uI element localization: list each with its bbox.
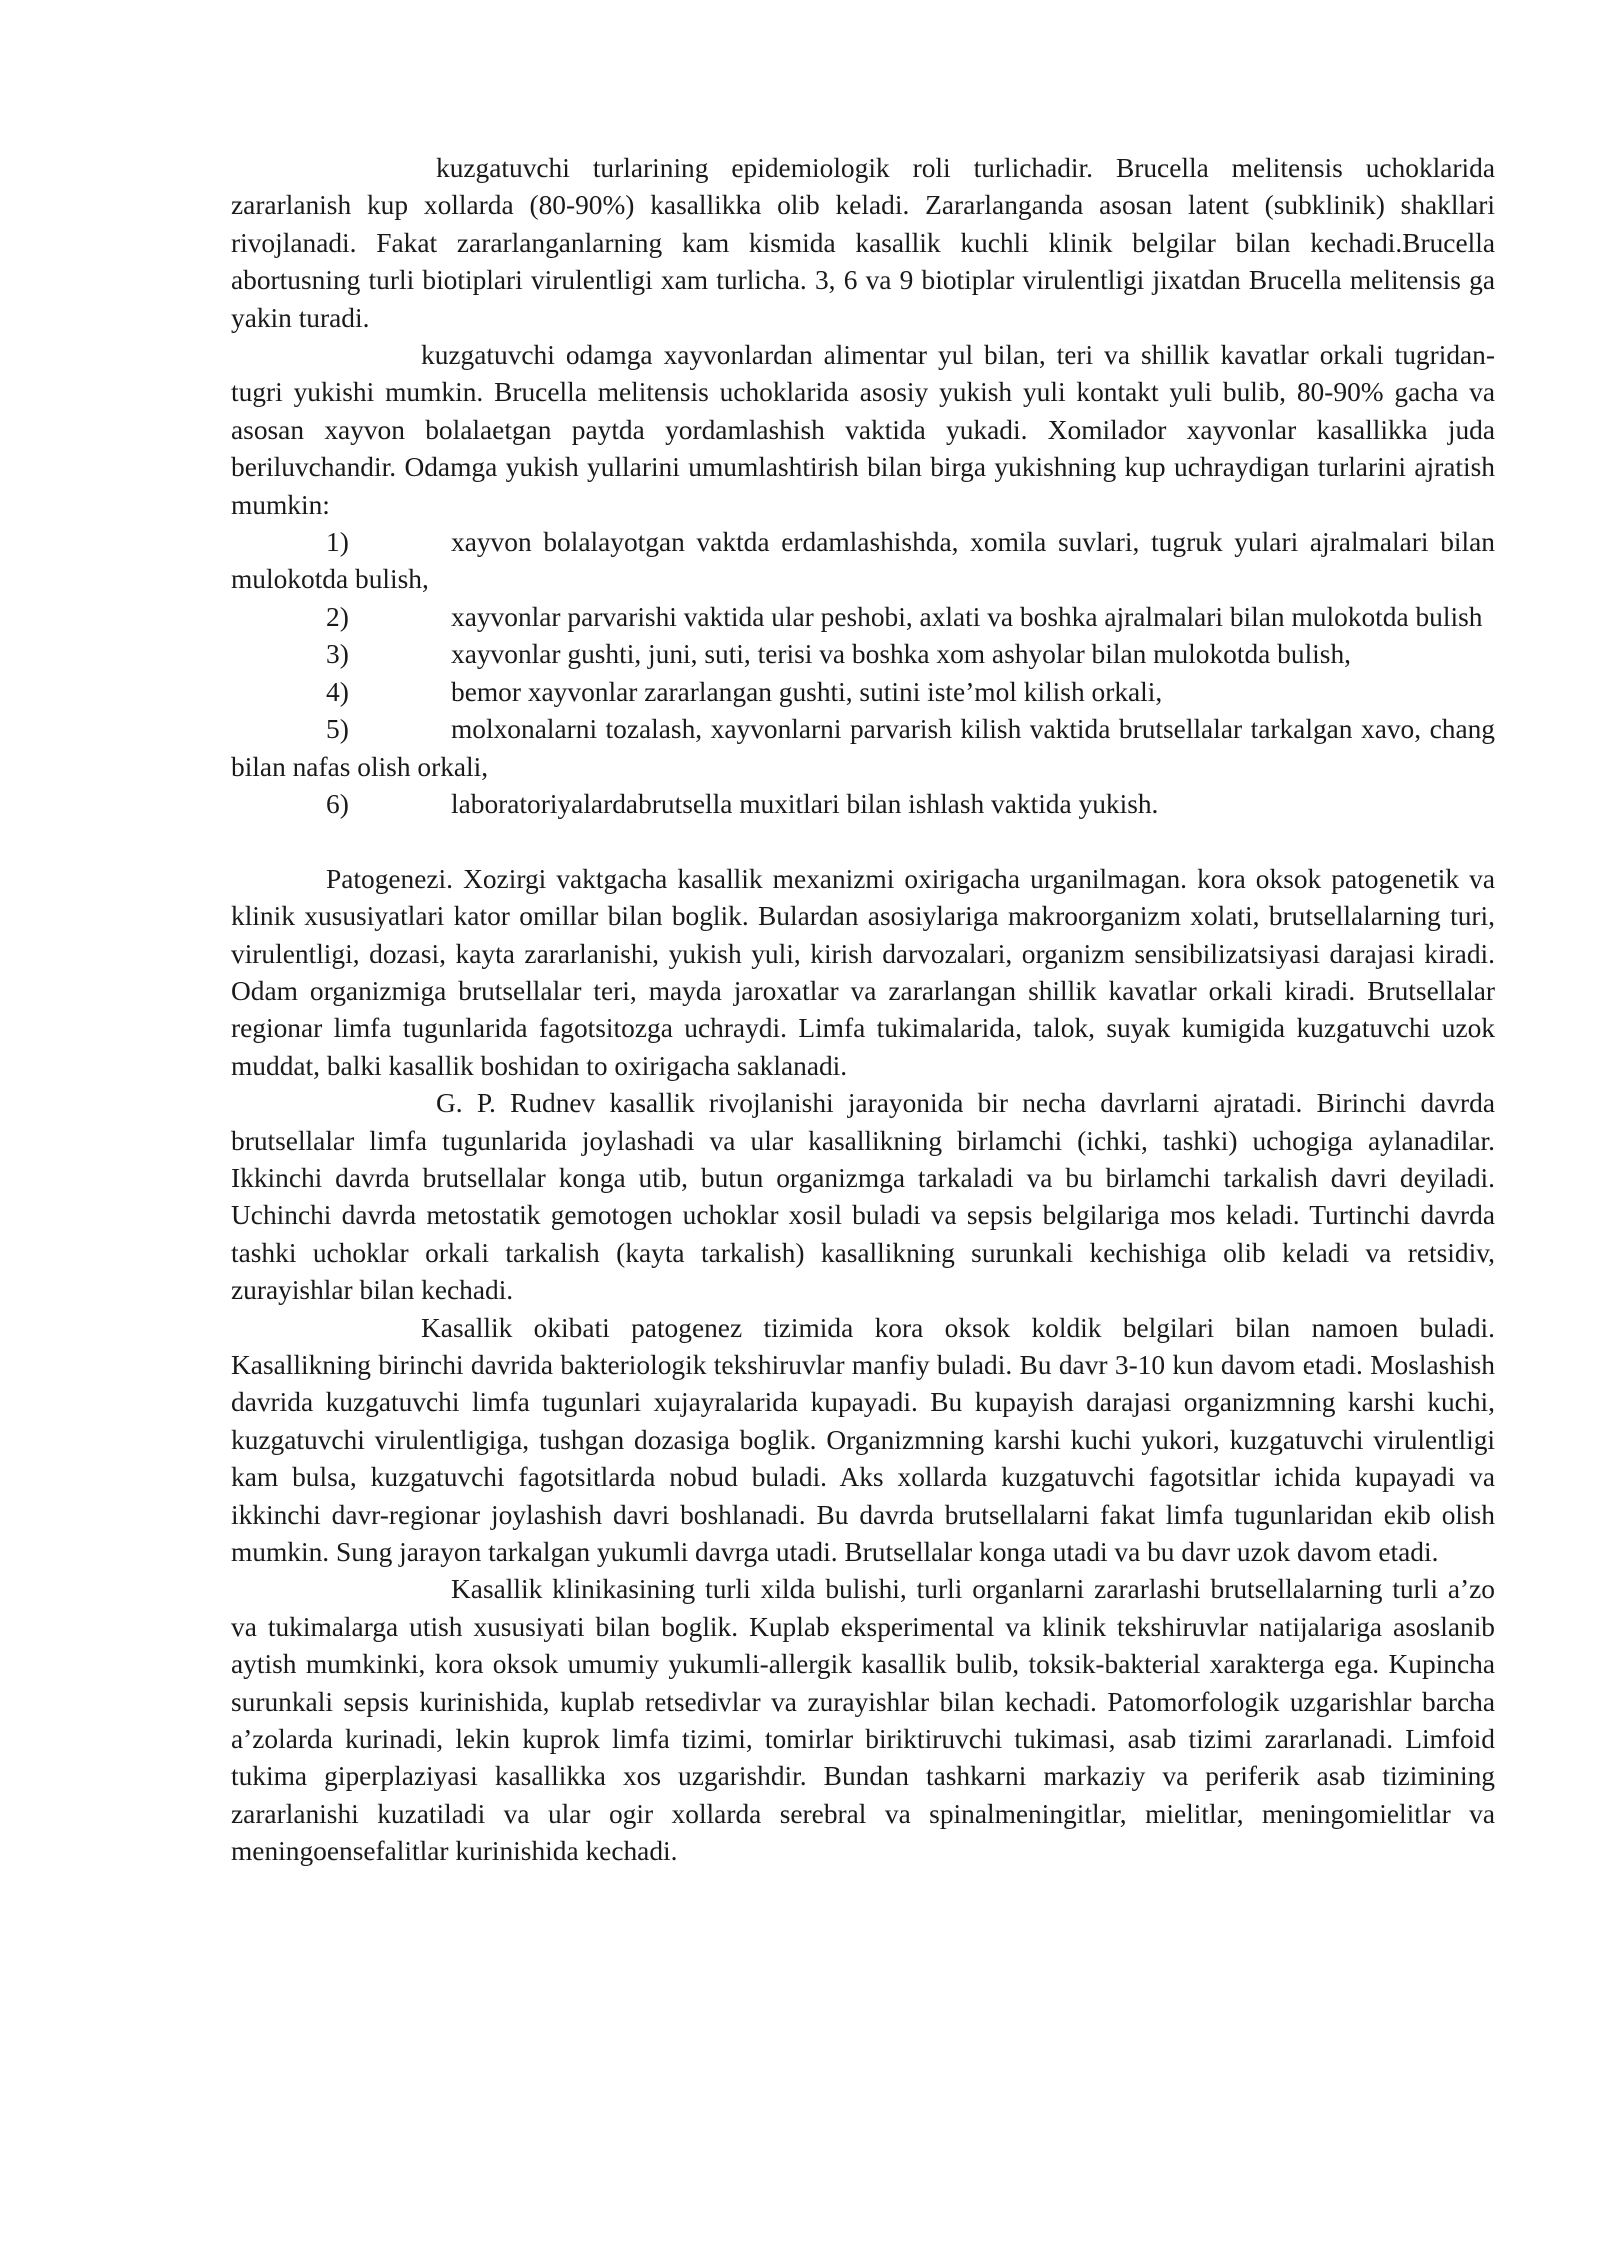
list-item-number: 3) [326, 639, 349, 670]
list-item-text: xayvonlar parvarishi vaktida ular peshobi, axlati va boshka ajralmalari bilan mulokotda bulish [451, 601, 1483, 632]
paragraph-outcome: Kasallik okibati patogenez tizimida kora oksok koldik belgilari bilan namoen buladi. Kasallikning birinchi davrida bakteriologik tekshiruvlar manfiy buladi. Bu davr 3-10 kun davom etadi. Moslashish davrida kuzgatuvchi limfa tugunlari xujayralarida kupayadi. Bu kupayish darajasi organizmning karshi kuchi, kuzgatuvchi virulentligiga, tushgan dozasiga boglik. Organizmning karshi kuchi yukori, kuzgatuvchi virulentligi kam bulsa, kuzgatuvchi fagotsitlarda nobud buladi. Aks xollarda kuzgatuvchi fagotsitlar ichida kupayadi va ikkinchi davr-regionar joylashish davri boshlanadi. Bu davrda brutsellalarni fakat limfa tugunlaridan ekib olish mumkin. Sung jarayon tarkalgan yukumli davrga utadi. Brutsellalar konga utadi va bu davr uzok davom etadi. [231, 1312, 1495, 1568]
list-item [231, 674, 1495, 711]
list-item [231, 636, 1495, 673]
paragraph-clinical: Kasallik klinikasining turli xilda bulishi, turli organlarni zararlashi brutsellalarning turli a’zo va tukimalarga utish xususiyati bilan boglik. Kuplab eksperimental va klinik tekshiruvlar natijalariga asoslanib aytish mumkinki, kora oksok umumiy yukumli-allergik kasallik bulib, toksik-bakterial xarakterga ega. Kupincha surunkali sepsis kurinishida, kuplab retsedivlar va zurayishlar bilan kechadi. Patomorfologik uzgarishlar barcha a’zolarda kurinadi, lekin kuprok limfa tizimi, tomirlar biriktiruvchi tukimasi, asab tizimi zararlanadi. Limfoid tukima giperplaziyasi kasallikka xos uzgarishdir. Bundan tashkarni markaziy va periferik asab tizimining zararlanishi kuzatiladi va ular ogir xollarda serebral va spinalmeningitlar, mielitlar, meningomielitlar va meningoensefalitlar kurinishida kechadi. [231, 1574, 1495, 1867]
paragraph-pathogenesis: Patogenezi. Xozirgi vaktgacha kasallik mexanizmi oxirigacha urganilmagan. kora oksok patogenetik va klinik xususiyatlari kator omillar bilan boglik. Bulardan asosiylariga makroorganizm xolati, brutsellalarning turi, virulentligi, dozasi, kayta zararlanishi, yukish yuli, kirish darvozalari, organizm sensibilizatsiyasi darajasi kiradi. Odam organizmiga brutsellalar teri, mayda jaroxatlar va zararlangan shillik kavatlar orkali kiradi. Brutsellalar regionar limfa tugunlarida fagotsitozga uchraydi. Limfa tukimalarida, talok, suyak kumigida kuzgatuvchi uzok muddat, balki kasallik boshidan to oxirigacha saklanadi. [231, 863, 1495, 1081]
paragraph-epidemiology: kuzgatuvchi turlarining epidemiologik roli turlichadir. Brucella melitensis uchoklarida zararlanish kup xollarda (80-90%) kasallikka olib keladi. Zararlanganda asosan latent (subklinik) shakllari rivojlanadi. Fakat zararlanganlarning kam kismida kasallik kuchli klinik belgilar bilan kechadi.Brucella abortusning turli biotiplari virulentligi xam turlicha. 3, 6 va 9 biotiplar virulentligi jixatdan Brucella melitensis ga yakin turadi. [231, 153, 1495, 333]
list-item-text: molxonalarni tozalash, xayvonlarni parvarish kilish vaktida brutsellalar tarkalgan xavo, chang bilan nafas olish orkali, [231, 714, 1495, 782]
list-item-number: 4) [326, 676, 349, 707]
paragraph-transmission: kuzgatuvchi odamga xayvonlardan alimentar yul bilan, teri va shillik kavatlar orkali tugridan-tugri yukishi mumkin. Brucella melitensis uchoklarida asosiy yukish yuli kontakt yuli bulib, 80-90% gacha va asosan xayvon bolalaetgan paytda yordamlashish vaktida yukadi. Xomilador xayvonlar kasallikka juda beriluvchandir. Odamga yukish yullarini umumlashtirish bilan birga yukishning kup uchraydigan turlarini ajratish mumkin: [231, 340, 1495, 520]
paragraph-rudnev-periods: G. P. Rudnev kasallik rivojlanishi jarayonida bir necha davrlarni ajratadi. Birinchi davrda brutsellalar limfa tugunlarida joylashadi va ular kasallikning birlamchi (ichki, tashki) uchogiga aylanadilar. Ikkinchi davrda brutsellalar konga utib, butun organizmga tarkaladi va bu birlamchi tarkalish davri deyiladi. Uchinchi davrda metostatik gemotogen uchoklar xosil buladi va sepsis belgilariga mos keladi. Turtinchi davrda tashki uchoklar orkali tarkalish (kayta tarkalish) kasallikning surunkali kechishiga olib keladi va retsidiv, zurayishlar bilan kechadi. [231, 1088, 1495, 1306]
list-item-text: laboratoriyalardabrutsella muxitlari bilan ishlash vaktida yukish. [451, 788, 1159, 819]
list-item [231, 524, 1495, 599]
paragraph-spacer [231, 823, 1495, 860]
list-item-number: 1) [326, 527, 349, 558]
list-item-text: bemor xayvonlar zararlangan gushti, sutini iste’mol kilish orkali, [451, 676, 1163, 707]
list-item-text: xayvonlar gushti, juni, suti, terisi va boshka xom ashyolar bilan mulokotda bulish, [451, 639, 1351, 670]
list-item-number: 6) [326, 788, 349, 819]
list-item [231, 599, 1495, 636]
list-item-number: 5) [326, 714, 349, 745]
list-item [231, 786, 1495, 823]
list-item-text: xayvon bolalayotgan vaktda erdamlashishda, xomila suvlari, tugruk yulari ajralmalari bilan mulokotda bulish, [231, 527, 1495, 595]
list-item-number: 2) [326, 601, 349, 632]
document-page [231, 150, 1495, 1871]
list-item [231, 711, 1495, 786]
